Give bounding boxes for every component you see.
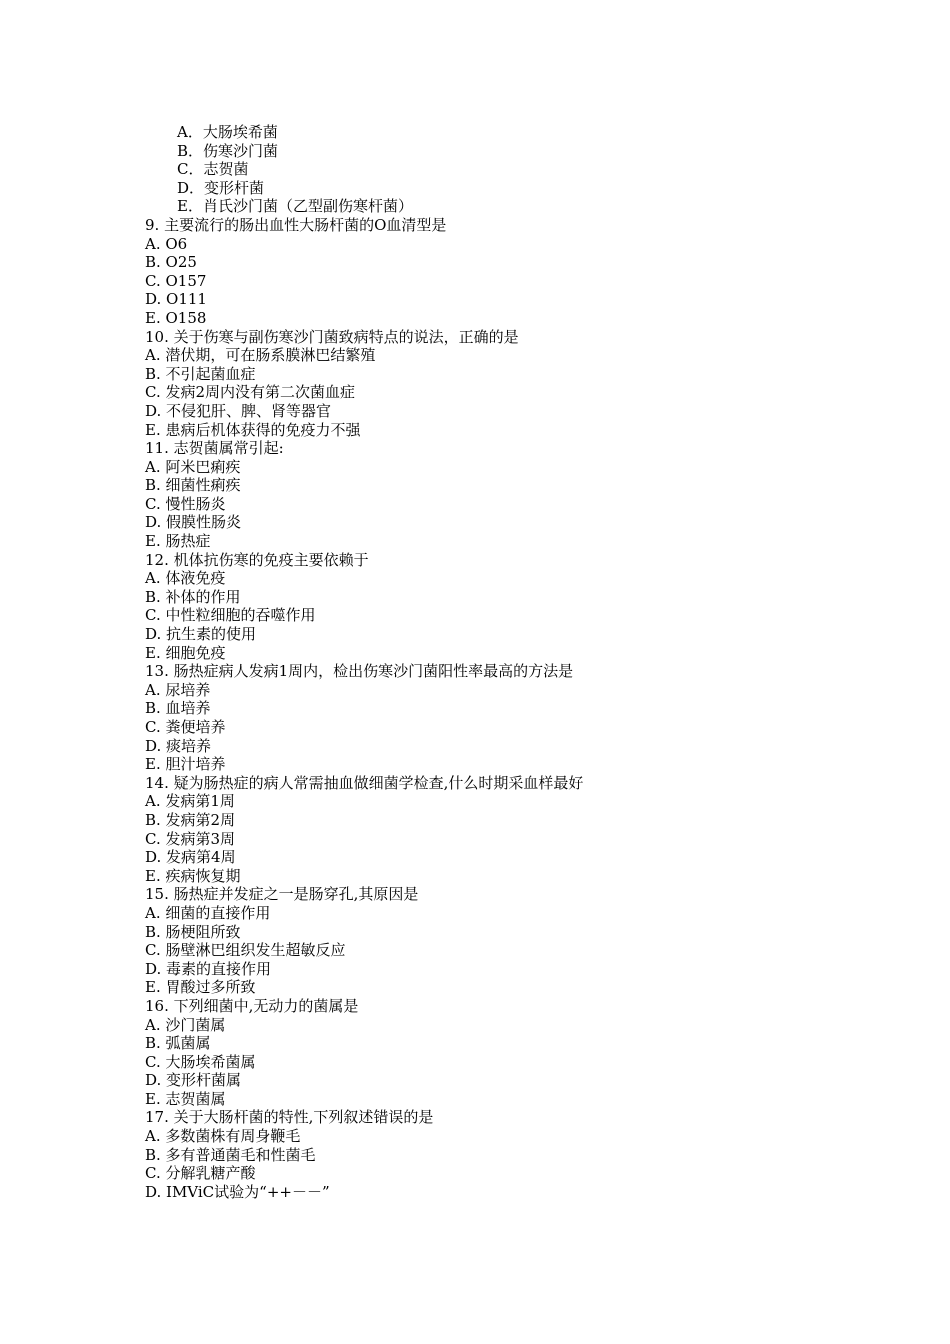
option-line: A. 体液免疫 bbox=[145, 569, 226, 588]
option-line: D. 痰培养 bbox=[145, 736, 212, 755]
option-line: B. 发病第2周 bbox=[145, 810, 236, 829]
option-line: A. 多数菌株有周身鞭毛 bbox=[145, 1127, 301, 1146]
option-line: B. O25 bbox=[145, 253, 197, 272]
option-line: B. 弧菌属 bbox=[145, 1034, 211, 1053]
option-line: A. 细菌的直接作用 bbox=[145, 903, 271, 922]
option-line: D. 抗生素的使用 bbox=[145, 625, 257, 644]
option-line: E. 患病后机体获得的免疫力不强 bbox=[145, 420, 361, 439]
option-line: C. 肠壁淋巴组织发生超敏反应 bbox=[145, 941, 346, 960]
option-line: C. 大肠埃希菌属 bbox=[145, 1052, 256, 1071]
option-line: E. 疾病恢复期 bbox=[145, 866, 241, 885]
option-line: C. 粪便培养 bbox=[145, 718, 226, 736]
question-stem: 10. 关于伤寒与副伤寒沙门菌致病特点的说法，正确的是 bbox=[145, 327, 519, 346]
question-stem: 12. 机体抗伤寒的免疫主要依赖于 bbox=[145, 550, 369, 569]
option-line: E. 志贺菌属 bbox=[145, 1089, 226, 1108]
option-line: A. 尿培养 bbox=[145, 680, 211, 699]
question-stem: 13. 肠热症病人发病1周内，检出伤寒沙门菌阳性率最高的方法是 bbox=[145, 662, 574, 681]
option-line: A. O6 bbox=[145, 234, 188, 253]
question-stem: 16. 下列细菌中,无动力的菌属是 bbox=[145, 996, 359, 1015]
option-line: B. 不引起菌血症 bbox=[145, 364, 256, 383]
option-line: C. 慢性肠炎 bbox=[145, 494, 226, 513]
option-line: D. 不侵犯肝、脾、肾等器官 bbox=[145, 401, 332, 420]
option-line: D. O111 bbox=[145, 290, 207, 309]
option-line: B. 补体的作用 bbox=[145, 587, 241, 606]
option-line: A. 沙门菌属 bbox=[145, 1015, 226, 1034]
option-line: E. 胃酸过多所致 bbox=[145, 978, 256, 997]
option-line: B．伤寒沙门菌 bbox=[177, 141, 279, 160]
option-line: E. 胆汁培养 bbox=[145, 755, 226, 774]
option-line: A. 发病第1周 bbox=[145, 792, 235, 811]
question-stem: 11. 志贺菌属常引起: bbox=[145, 439, 284, 458]
option-line: B. 血培养 bbox=[145, 699, 211, 718]
question-stem: 14. 疑为肠热症的病人常需抽血做细菌学检查,什么时期采血样最好 bbox=[145, 773, 584, 792]
option-line: B. 多有普通菌毛和性菌毛 bbox=[145, 1145, 316, 1164]
option-line: D. 假膜性肠炎 bbox=[145, 513, 242, 532]
option-line: D. 变形杆菌属 bbox=[145, 1071, 242, 1090]
question-stem: 9. 主要流行的肠出血性大肠杆菌的O血清型是 bbox=[145, 215, 447, 234]
option-line: E. O158 bbox=[145, 308, 207, 327]
option-line: D. 毒素的直接作用 bbox=[145, 959, 272, 978]
option-line: C．志贺菌 bbox=[177, 160, 249, 179]
option-line: A．大肠埃希菌 bbox=[177, 123, 278, 141]
question-stem: 17. 关于大肠杆菌的特性,下列叙述错误的是 bbox=[145, 1108, 434, 1127]
option-line: B. 肠梗阻所致 bbox=[145, 922, 241, 941]
option-line: C. 发病2周内没有第二次菌血症 bbox=[145, 383, 356, 402]
option-line: C. 发病第3周 bbox=[145, 829, 236, 848]
option-line: E. 细胞免疫 bbox=[145, 643, 226, 662]
option-line: E．肖氏沙门菌（乙型副伤寒杆菌） bbox=[177, 197, 413, 216]
option-line: C. 分解乳糖产酸 bbox=[145, 1164, 256, 1183]
option-line: A. 阿米巴痢疾 bbox=[145, 457, 241, 476]
option-line: D. IMViC试验为“++－－” bbox=[145, 1182, 330, 1201]
option-line: B. 细菌性痢疾 bbox=[145, 476, 241, 495]
option-line: D．变形杆菌 bbox=[177, 178, 265, 197]
question-stem: 15. 肠热症并发症之一是肠穿孔,其原因是 bbox=[145, 885, 419, 904]
option-line: C. 中性粒细胞的吞噬作用 bbox=[145, 606, 316, 625]
option-line: C. O157 bbox=[145, 271, 207, 290]
option-line: E. 肠热症 bbox=[145, 532, 211, 551]
option-line: A. 潜伏期，可在肠系膜淋巴结繁殖 bbox=[145, 346, 376, 365]
question-list bbox=[145, 123, 845, 1201]
option-line: D. 发病第4周 bbox=[145, 848, 236, 867]
